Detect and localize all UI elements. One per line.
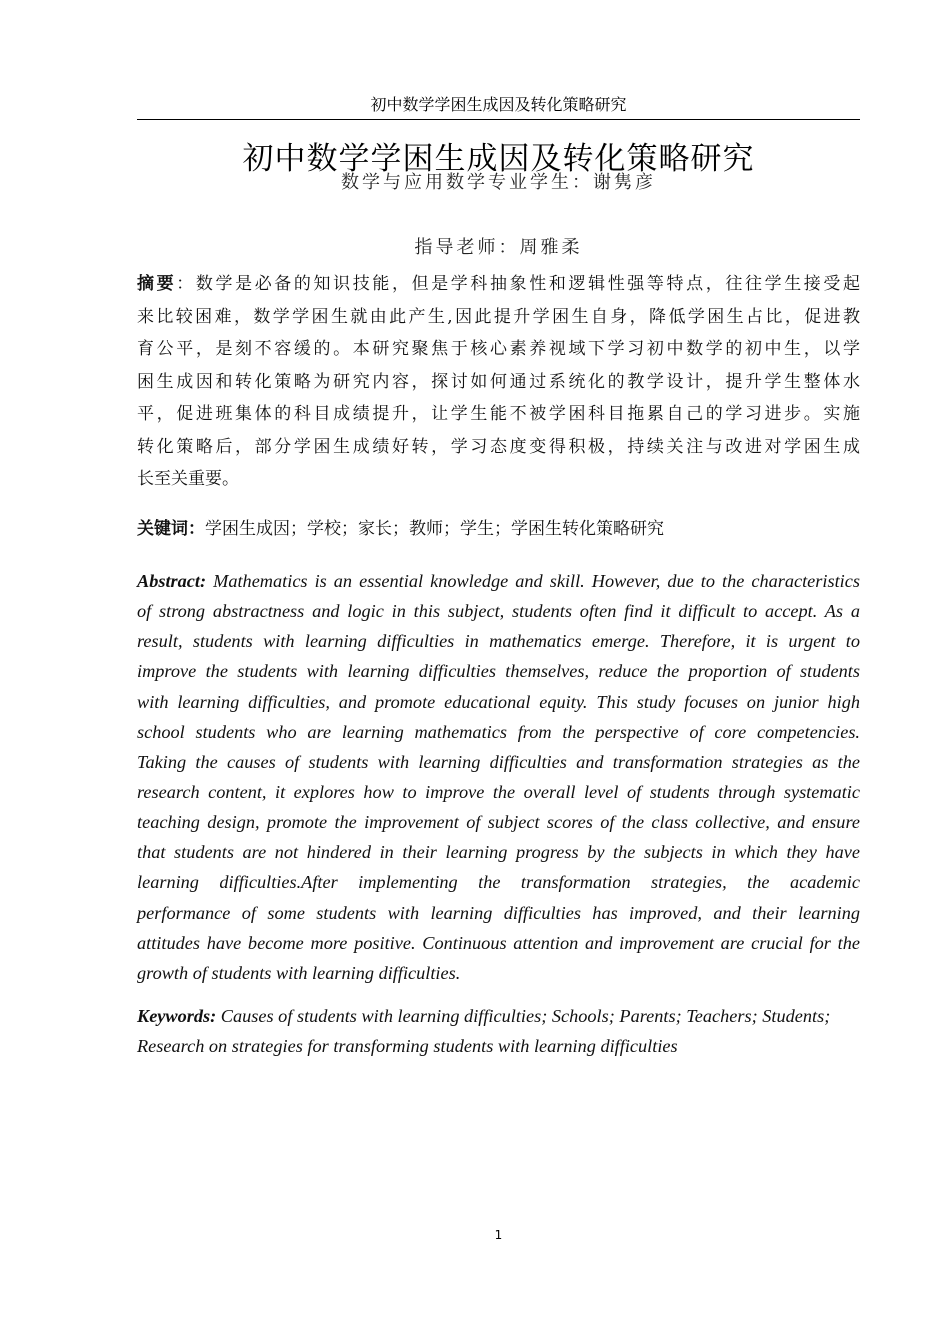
running-header: 初中数学学困生成因及转化策略研究 [370, 95, 627, 114]
english-abstract-line: attitudes have become more positive. Continuous attention and improvement are crucial for the [137, 932, 860, 953]
page-number: 1 [494, 1228, 503, 1242]
english-abstract-line: improve the students with learning difficulties themselves, reduce the proportion of students [137, 661, 860, 682]
english-abstract-line: that students are not hindered in their learning progress by the subjects in which they have [137, 842, 860, 863]
chinese-abstract-label: 摘要 [137, 274, 177, 294]
chinese-abstract [137, 272, 860, 500]
english-keywords-text: Causes of students with learning difficulties; Schools; Parents; Teachers; Students; [220, 1006, 831, 1026]
chinese-abstract-line: 平，促进班集体的科目成绩提升，让学生能不被学困科目拖累自己的学习进步。实施 [137, 404, 860, 424]
english-abstract-text: Mathematics is an essential knowledge and skill. However, due to the characteristics [213, 571, 860, 591]
english-abstract-line: teaching design, promote the improvement of subject scores of the class collective, and ensure [137, 812, 860, 833]
chinese-abstract-line: 来比较困难，数学学困生就由此产生,因此提升学困生自身，降低学困生占比，促进教 [137, 306, 860, 327]
english-keywords-line: Research on strategies for transforming students with learning difficulties [137, 1036, 678, 1057]
english-keywords-line [137, 1004, 860, 1034]
english-abstract-line: Taking the causes of students with learning difficulties and transformation strategies as the [137, 751, 860, 772]
chinese-keywords-line [137, 517, 860, 550]
english-abstract-line [137, 569, 860, 599]
english-abstract [137, 569, 860, 991]
english-abstract-line: growth of students with learning difficulties. [137, 962, 461, 983]
chinese-abstract-line [137, 272, 860, 305]
author-line: 数学与应用数学专业学生：谢隽彦 [341, 172, 656, 193]
chinese-keywords [137, 517, 860, 550]
chinese-abstract-line: 长至关重要。 [137, 469, 239, 489]
chinese-keywords-text: 学困生成因；学校；家长；教师；学生；学困生转化策略研究 [205, 519, 664, 539]
chinese-abstract-colon: ： [176, 274, 196, 294]
paper-title: 初中数学学困生成因及转化策略研究 [242, 141, 755, 177]
english-abstract-line: performance of some students with learning difficulties has improved, and their learning [137, 902, 860, 923]
english-abstract-line: learning difficulties.After implementing the transformation strategies, the academic [137, 872, 860, 893]
english-keywords-label: Keywords: [137, 1006, 217, 1026]
english-abstract-line: research content, it explores how to improve the overall level of students through systematic [137, 781, 860, 802]
english-abstract-line: of strong abstractness and logic in this subject, students often find it difficult to accept. As a [137, 601, 860, 622]
chinese-abstract-text: 数学是必备的知识技能，但是学科抽象性和逻辑性强等特点，往往学生接受起 [195, 274, 861, 294]
advisor-line: 指导老师：周雅柔 [414, 237, 583, 258]
english-keywords [137, 1004, 860, 1064]
chinese-abstract-line: 育公平，是刻不容缓的。本研究聚焦于核心素养视域下学习初中数学的初中生，以学 [137, 339, 860, 359]
english-abstract-line: school students who are learning mathematics from the perspective of core competencies. [137, 721, 860, 742]
english-abstract-line: result, students with learning difficulties in mathematics emerge. Therefore, it is urgent to [137, 631, 860, 652]
header-rule [137, 119, 860, 120]
chinese-abstract-line: 转化策略后，部分学困生成绩好转，学习态度变得积极，持续关注与改进对学困生成 [137, 436, 860, 457]
english-abstract-line: with learning difficulties, and promote educational equity. This study focuses on junior high [137, 691, 860, 712]
chinese-keywords-label: 关键词： [137, 519, 205, 539]
chinese-abstract-line: 困生成因和转化策略为研究内容，探讨如何通过系统化的教学设计，提升学生整体水 [137, 371, 860, 392]
english-abstract-label: Abstract: [137, 571, 207, 591]
